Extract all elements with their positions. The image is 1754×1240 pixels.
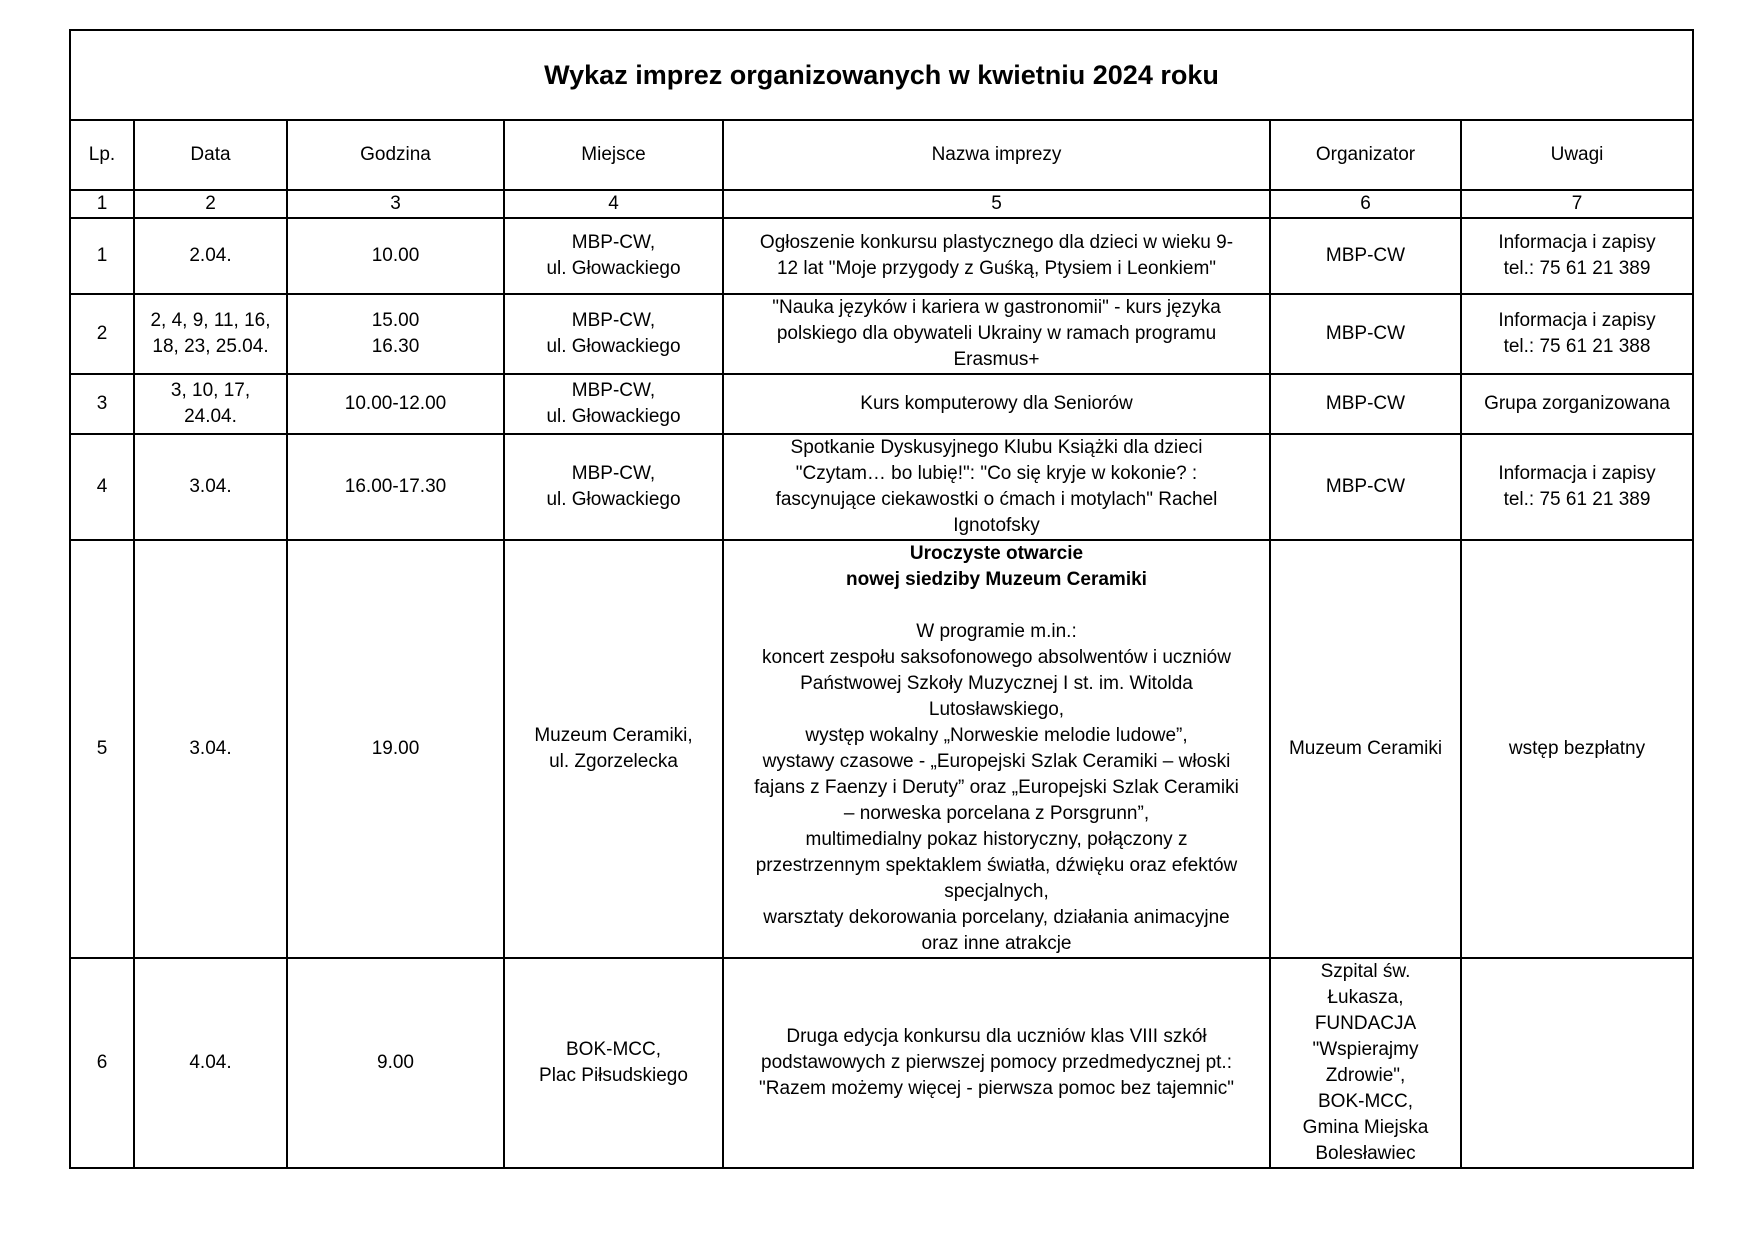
cell-miejsce-line: ul. Głowackiego [546,258,681,279]
cell-nazwa-imprezy-line: W programie m.in.: [916,621,1077,642]
cell-nazwa-imprezy-line: specjalnych, [944,881,1049,902]
cell-organizator-line: MBP-CW [1325,245,1406,266]
cell-nazwa-imprezy-line: Ignotofsky [953,515,1040,536]
cell-godzina [287,218,504,294]
cell-nazwa-imprezy-line: występ wokalny „Norweskie melodie ludowe”, [805,725,1188,746]
cell-nazwa-imprezy-line: Ogłoszenie konkursu plastycznego dla dzieci w wieku 9- [759,232,1234,253]
cell-nazwa-imprezy [723,434,1270,540]
header-uwagi: Uwagi [1461,120,1693,190]
cell-organizator-line: Muzeum Ceramiki [1288,738,1443,759]
cell-godzina-line: 16.00-17.30 [344,476,447,497]
cell-uwagi [1461,958,1693,1168]
cell-nazwa-imprezy [723,374,1270,434]
blank-line [728,593,1265,619]
cell-organizator-line: "Wspierajmy [1312,1039,1419,1060]
cell-miejsce-line: ul. Zgorzelecka [549,751,678,772]
cell-organizator-line: MBP-CW [1325,476,1406,497]
cell-miejsce [504,294,723,374]
cell-miejsce-line: MBP-CW, [571,232,656,253]
table-row [70,218,1693,294]
table-row [70,294,1693,374]
cell-data-line: 3.04. [189,476,232,497]
cell-nazwa-imprezy-line: multimedialny pokaz historyczny, połączony z [805,829,1188,850]
cell-lp: 3 [70,374,134,434]
cell-nazwa-imprezy-line: przestrzennym spektaklem światła, dźwięku oraz efektów [755,855,1238,876]
cell-nazwa-imprezy-line: – norweska porcelana z Porsgrunn”, [843,803,1150,824]
cell-nazwa-imprezy-line: Erasmus+ [953,349,1040,370]
column-number-row [70,190,1693,218]
cell-miejsce-line: ul. Głowackiego [546,406,681,427]
header-lp: Lp. [70,120,134,190]
column-number: 1 [70,190,134,218]
cell-miejsce [504,218,723,294]
cell-organizator [1270,294,1461,374]
cell-uwagi-line: tel.: 75 61 21 389 [1503,258,1651,279]
header-data: Data [134,120,287,190]
cell-nazwa-imprezy-line: podstawowych z pierwszej pomocy przedmedycznej pt.: [761,1052,1232,1073]
cell-nazwa-imprezy-line: 12 lat "Moje przygody z Guśką, Ptysiem i Leonkiem" [776,258,1217,279]
cell-organizator-line: MBP-CW [1325,323,1406,344]
cell-data-line: 3, 10, 17, [170,380,251,401]
header-godzina: Godzina [287,120,504,190]
column-number: 5 [723,190,1270,218]
cell-nazwa-imprezy-line: Państwowej Szkoły Muzycznej I st. im. Witolda [800,673,1193,694]
cell-uwagi-line: wstęp bezpłatny [1508,738,1646,759]
table-row [70,540,1693,958]
cell-organizator [1270,540,1461,958]
cell-miejsce-line: BOK-MCC, [566,1039,661,1060]
cell-nazwa-imprezy [723,218,1270,294]
cell-lp: 4 [70,434,134,540]
column-number: 6 [1270,190,1461,218]
cell-nazwa-imprezy-line: Druga edycja konkursu dla uczniów klas VIII szkół [786,1026,1207,1047]
cell-miejsce-line: MBP-CW, [571,380,656,401]
cell-godzina [287,958,504,1168]
cell-nazwa-imprezy [723,958,1270,1168]
events-table [69,29,1694,1169]
header-miejsce: Miejsce [504,120,723,190]
cell-uwagi [1461,434,1693,540]
cell-godzina-line: 10.00 [371,245,420,266]
cell-nazwa-imprezy-line: Lutosławskiego, [928,699,1065,720]
cell-data [134,374,287,434]
cell-data [134,434,287,540]
cell-godzina-line: 19.00 [371,738,420,759]
cell-miejsce [504,374,723,434]
cell-uwagi [1461,218,1693,294]
cell-miejsce-line: MBP-CW, [571,310,656,331]
cell-organizator-line: FUNDACJA [1314,1013,1417,1034]
cell-data-line: 4.04. [189,1052,232,1073]
cell-miejsce [504,434,723,540]
cell-uwagi [1461,540,1693,958]
cell-miejsce [504,958,723,1168]
cell-nazwa-imprezy-line: fascynujące ciekawostki o ćmach i motylach" Rachel [775,489,1218,510]
cell-nazwa-imprezy-line: oraz inne atrakcje [921,933,1072,954]
cell-organizator-line: Zdrowie", [1325,1065,1406,1086]
table-title: Wykaz imprez organizowanych w kwietniu 2024 roku [70,30,1693,120]
cell-organizator-line: Szpital św. [1320,961,1411,982]
column-number: 2 [134,190,287,218]
cell-miejsce-line: Plac Piłsudskiego [539,1065,688,1086]
cell-godzina [287,434,504,540]
cell-nazwa-imprezy-line: fajans z Faenzy i Deruty” oraz „Europejski Szlak Ceramiki [754,777,1239,798]
header-row [70,120,1693,190]
table-row [70,374,1693,434]
cell-uwagi-line: Informacja i zapisy [1498,310,1656,331]
cell-nazwa-imprezy-line: Kurs komputerowy dla Seniorów [860,393,1133,414]
cell-nazwa-imprezy [723,294,1270,374]
cell-godzina [287,540,504,958]
cell-nazwa-imprezy-line: "Nauka języków i kariera w gastronomii" - kurs języka [772,297,1221,318]
column-number: 4 [504,190,723,218]
cell-uwagi [1461,374,1693,434]
table-row [70,958,1693,1168]
cell-organizator-line: MBP-CW [1325,393,1406,414]
cell-uwagi-line: Informacja i zapisy [1498,232,1656,253]
cell-godzina-line: 15.00 [371,310,420,331]
cell-godzina-line: 10.00-12.00 [344,393,447,414]
cell-organizator-line: Gmina Miejska [1302,1117,1429,1138]
cell-nazwa-imprezy-line: Spotkanie Dyskusyjnego Klubu Książki dla dzieci [790,437,1203,458]
cell-uwagi-line: Informacja i zapisy [1498,463,1656,484]
cell-organizator-line: Łukasza, [1327,987,1404,1008]
cell-data-line: 24.04. [184,406,237,427]
table-row [70,434,1693,540]
event-name-heading-line: nowej siedziby Muzeum Ceramiki [846,569,1147,590]
cell-data-line: 3.04. [189,738,232,759]
cell-uwagi-line: Grupa zorganizowana [1484,393,1670,414]
cell-organizator [1270,434,1461,540]
cell-uwagi [1461,294,1693,374]
cell-miejsce [504,540,723,958]
cell-uwagi-line: tel.: 75 61 21 389 [1503,489,1651,510]
cell-nazwa-imprezy [723,540,1270,958]
cell-miejsce-line: ul. Głowackiego [546,489,681,510]
cell-nazwa-imprezy-line: wystawy czasowe - „Europejski Szlak Ceramiki – włoski [762,751,1231,772]
cell-data [134,218,287,294]
cell-organizator [1270,218,1461,294]
cell-uwagi-line: tel.: 75 61 21 388 [1503,336,1651,357]
cell-data [134,294,287,374]
cell-nazwa-imprezy-line: koncert zespołu saksofonowego absolwentów i uczniów [762,647,1231,668]
cell-nazwa-imprezy-line: "Czytam… bo lubię!": "Co się kryje w kokonie? : [795,463,1198,484]
cell-organizator-line: Bolesławiec [1315,1143,1416,1164]
event-name-heading-line: Uroczyste otwarcie [909,543,1084,564]
cell-data [134,540,287,958]
cell-organizator [1270,374,1461,434]
cell-data-line: 18, 23, 25.04. [152,336,269,357]
header-nazwa-imprezy: Nazwa imprezy [723,120,1270,190]
cell-lp: 2 [70,294,134,374]
column-number: 7 [1461,190,1693,218]
cell-data-line: 2, 4, 9, 11, 16, [150,310,271,331]
cell-lp: 6 [70,958,134,1168]
cell-lp: 5 [70,540,134,958]
cell-godzina [287,294,504,374]
cell-godzina-line: 16.30 [371,336,420,357]
cell-data [134,958,287,1168]
cell-miejsce-line: ul. Głowackiego [546,336,681,357]
cell-nazwa-imprezy-line: "Razem możemy więcej - pierwsza pomoc bez tajemnic" [759,1078,1234,1099]
cell-godzina-line: 9.00 [377,1052,414,1073]
header-organizator: Organizator [1270,120,1461,190]
cell-lp: 1 [70,218,134,294]
cell-data-line: 2.04. [189,245,232,266]
cell-miejsce-line: Muzeum Ceramiki, [534,725,693,746]
cell-nazwa-imprezy-line: warsztaty dekorowania porcelany, działania animacyjne [763,907,1230,928]
column-number: 3 [287,190,504,218]
cell-organizator-line: BOK-MCC, [1318,1091,1413,1112]
cell-miejsce-line: MBP-CW, [571,463,656,484]
cell-godzina [287,374,504,434]
cell-nazwa-imprezy-line: polskiego dla obywateli Ukrainy w ramach programu [776,323,1217,344]
cell-organizator [1270,958,1461,1168]
